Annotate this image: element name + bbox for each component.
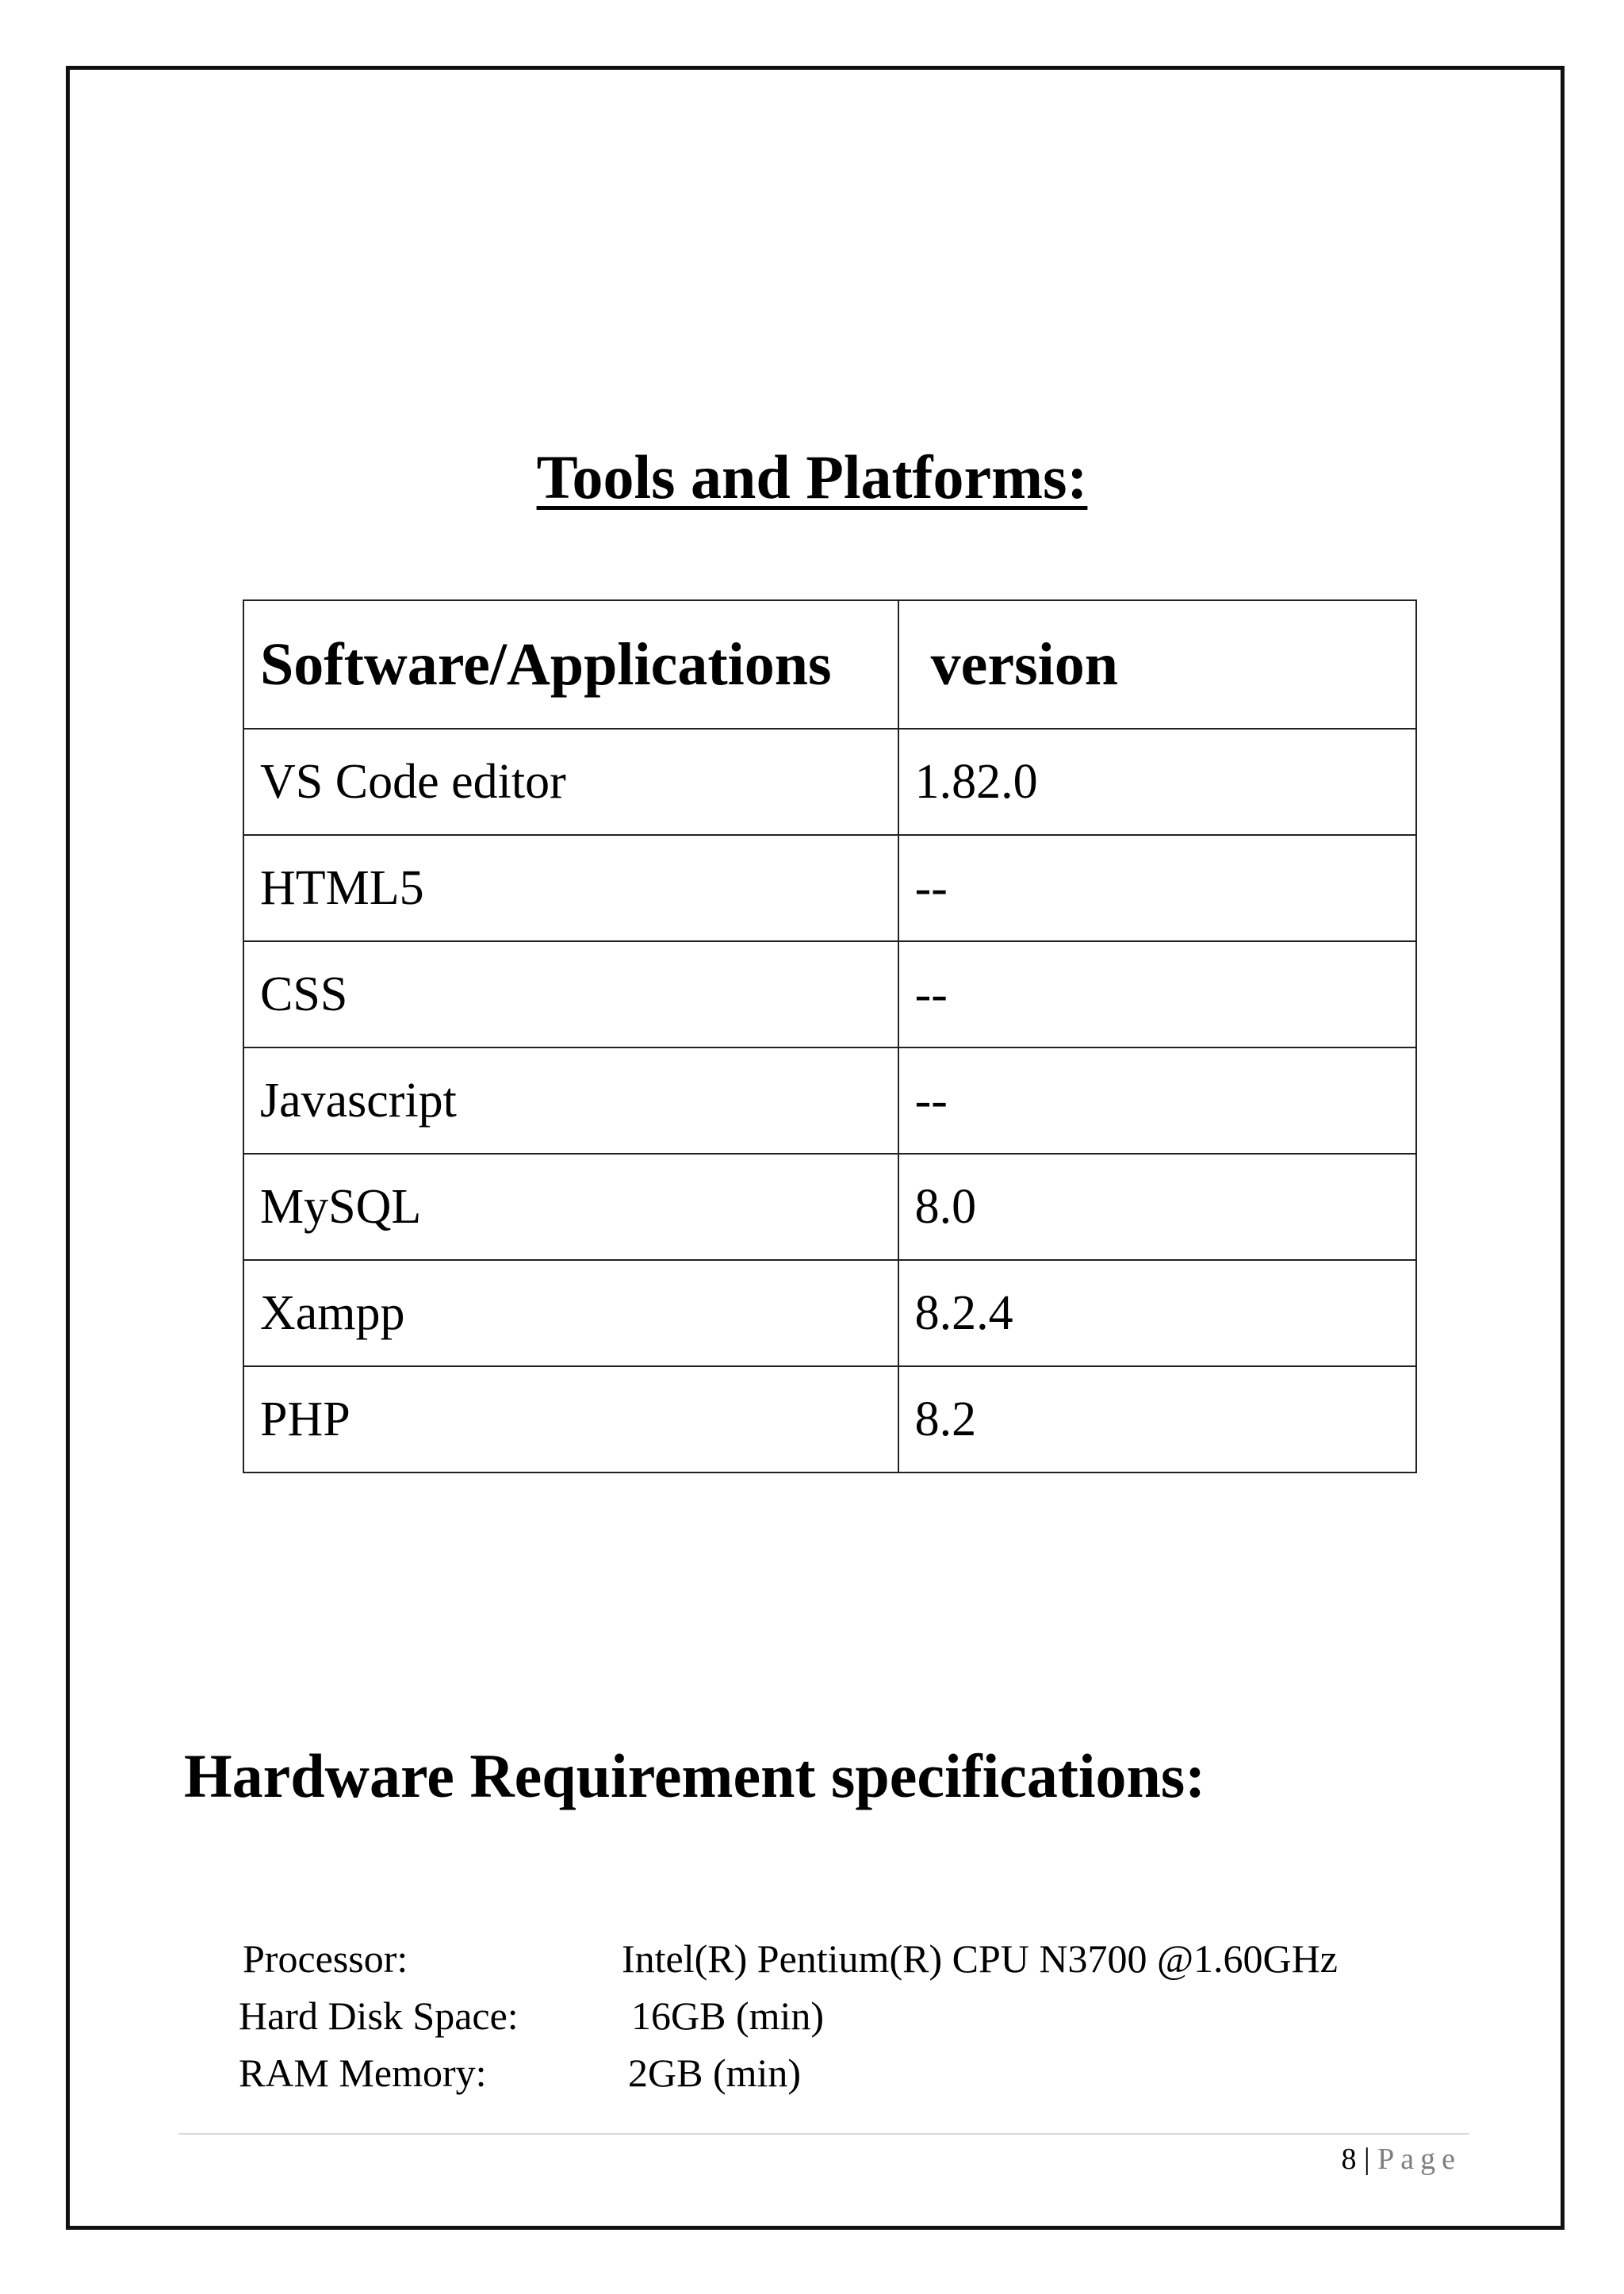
software-cell: MySQL	[243, 1154, 898, 1260]
hardware-requirements-heading: Hardware Requirement specifications:	[184, 1741, 1206, 1810]
footer-divider	[178, 2133, 1469, 2135]
table-row	[243, 729, 1416, 835]
header-version: version	[898, 600, 1416, 729]
page-separator: |	[1364, 2143, 1370, 2176]
tools-table	[243, 599, 1417, 1473]
software-cell: Xampp	[243, 1260, 898, 1366]
table-row	[243, 941, 1416, 1047]
spec-value: Intel(R) Pentium(R) CPU N3700 @1.60GHz	[622, 1936, 1338, 1981]
table-row	[243, 1154, 1416, 1260]
version-cell: 8.0	[898, 1154, 1416, 1260]
software-cell: VS Code editor	[243, 729, 898, 835]
version-cell: --	[898, 1047, 1416, 1154]
version-cell: 1.82.0	[898, 729, 1416, 835]
spec-label: Hard Disk Space:	[239, 1993, 519, 2038]
version-cell: --	[898, 941, 1416, 1047]
tools-platforms-heading-text: Tools and Platforms:	[536, 442, 1088, 511]
page-footer	[1342, 2139, 1461, 2179]
software-cell: PHP	[243, 1366, 898, 1473]
version-cell: 8.2	[898, 1366, 1416, 1473]
spec-value: 2GB (min)	[628, 2051, 802, 2095]
spec-label: Processor:	[243, 1936, 408, 1981]
version-cell: 8.2.4	[898, 1260, 1416, 1366]
version-cell: --	[898, 835, 1416, 941]
tools-platforms-heading	[0, 438, 1624, 517]
software-cell: CSS	[243, 941, 898, 1047]
software-cell: HTML5	[243, 835, 898, 941]
software-cell: Javascript	[243, 1047, 898, 1154]
table-header-row	[243, 600, 1416, 729]
page-number: 8	[1341, 2143, 1357, 2176]
spec-label: RAM Memory:	[239, 2051, 487, 2095]
spec-value: 16GB (min)	[631, 1993, 825, 2038]
table-row	[243, 835, 1416, 941]
table-row	[243, 1366, 1416, 1473]
page-label: Page	[1377, 2143, 1461, 2176]
table-row	[243, 1047, 1416, 1154]
table-row	[243, 1260, 1416, 1366]
header-software: Software/Applications	[243, 600, 898, 729]
